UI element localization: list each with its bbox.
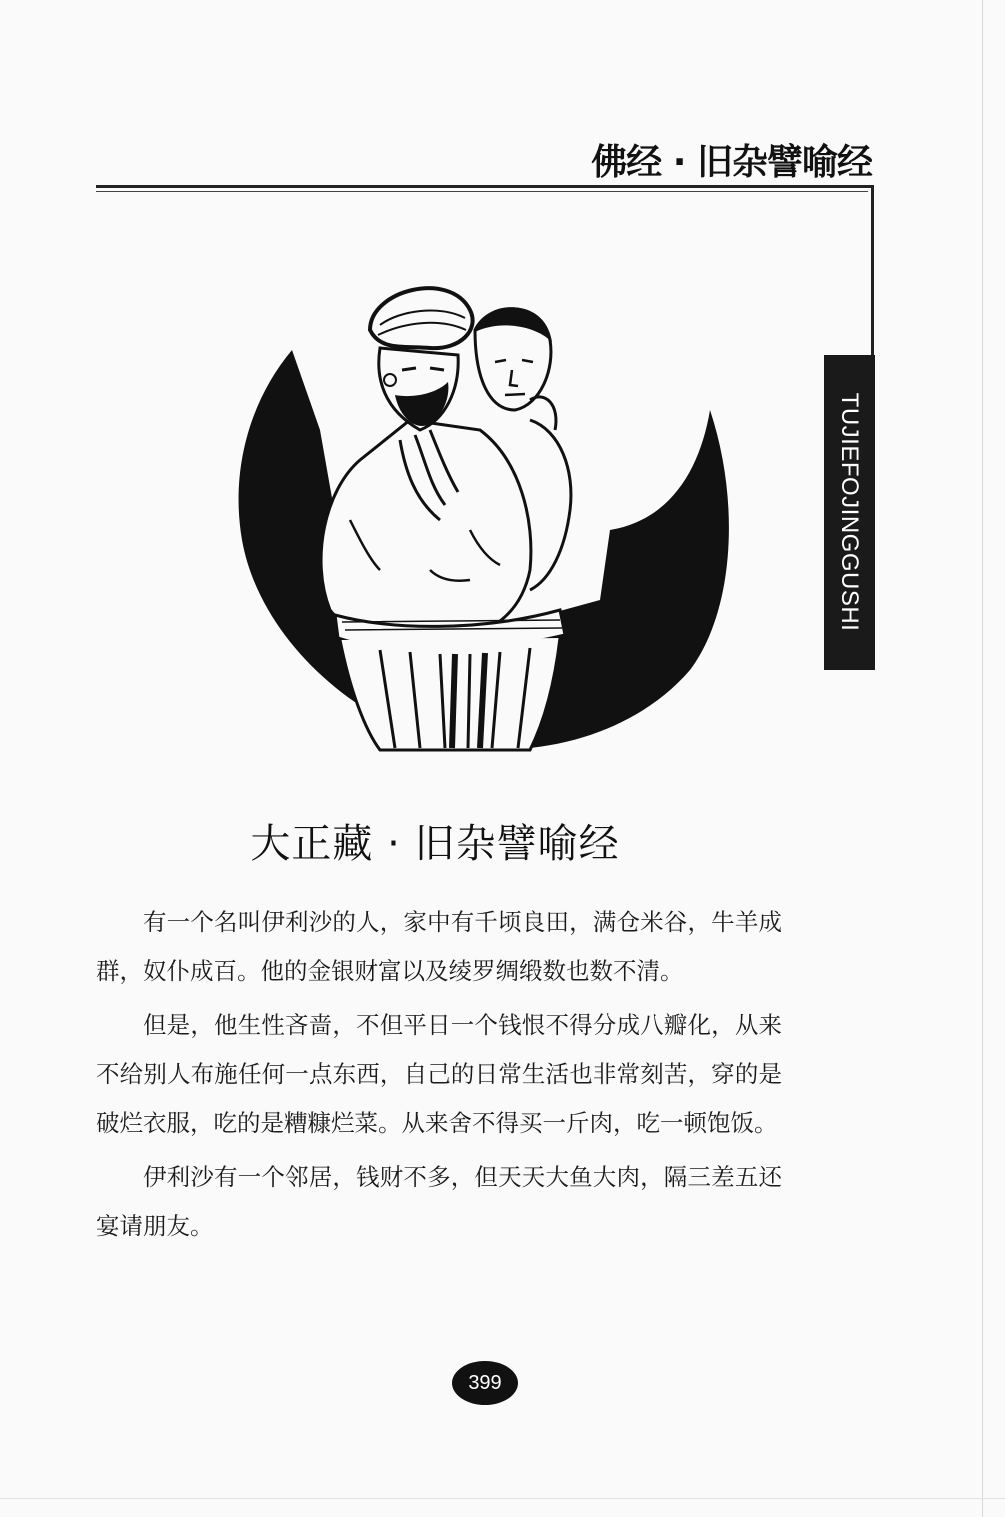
paragraph: 有一个名叫伊利沙的人，家中有千顷良田，满仓米谷，牛羊成群，奴仆成百。他的金银财富以及绫罗绸缎数也数不清。	[96, 908, 782, 985]
running-header-title: 佛经 · 旧杂譬喻经	[591, 142, 872, 183]
page-number: 399	[452, 1361, 518, 1405]
header-rule-thick	[96, 185, 874, 188]
side-tab-label: TUJIEFOJINGGUSHI	[836, 392, 863, 632]
scan-edge-line	[982, 0, 983, 1517]
header-rule-vertical	[871, 185, 874, 355]
body-text	[96, 898, 782, 1256]
scan-bottom-line	[0, 1498, 1005, 1499]
paragraph: 但是，他生性吝啬，不但平日一个钱恨不得分成八瓣化，从来不给别人布施任何一点东西，自己的日常生活也非常刻苦，穿的是破烂衣服，吃的是糟糠烂菜。从来舍不得买一斤肉，吃一顿饱饭。	[96, 1011, 782, 1137]
paragraph: 伊利沙有一个邻居，钱财不多，但天天大鱼大肉，隔三差五还宴请朋友。	[96, 1163, 782, 1240]
two-men-illustration	[230, 270, 740, 760]
section-title: 大正藏 · 旧杂譬喻经	[250, 821, 620, 867]
header-rule-thin	[96, 191, 868, 192]
